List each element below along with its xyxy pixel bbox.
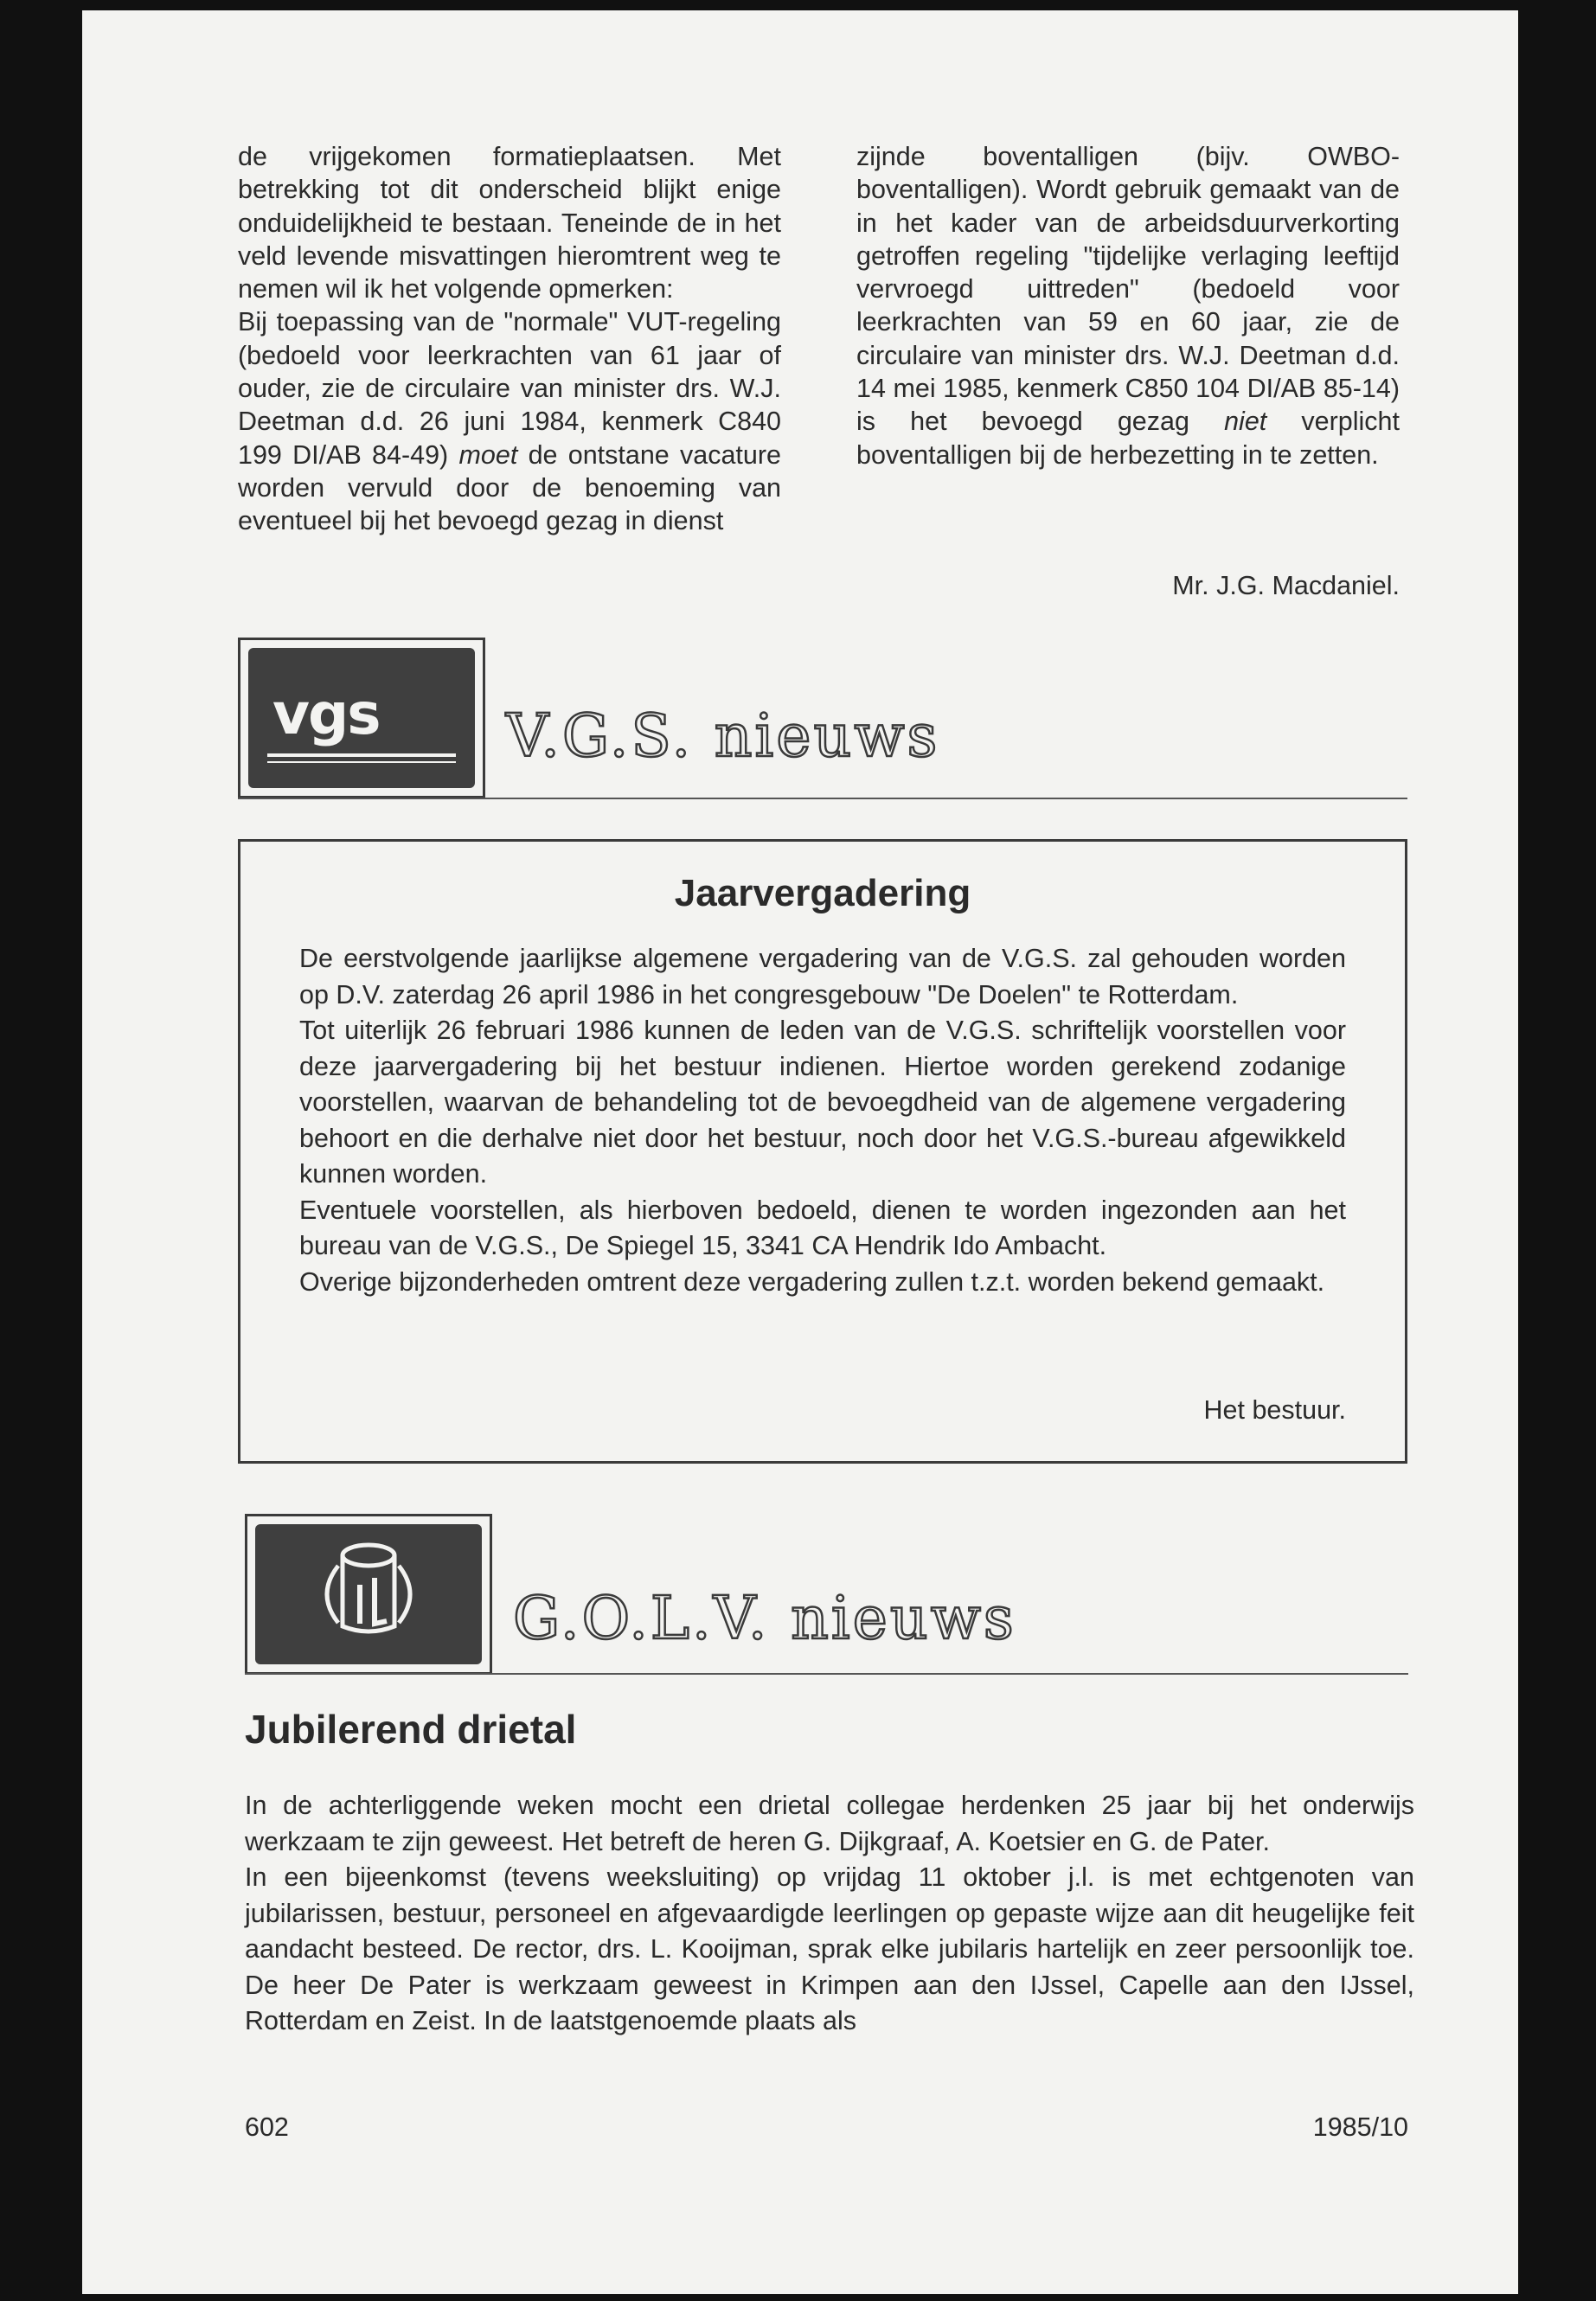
article-title: Jubilerend drietal [245, 1707, 577, 1752]
article-para-1: In de achterliggende weken mocht een drietal collegae herdenken 25 jaar bij het onderwijs werkzaam te zijn geweest. Het betreft de heren G. Dijkgraaf, A. Koetsier en G. de Pater. [245, 1791, 1414, 1856]
left-para-2-emphasis: moet [458, 439, 518, 470]
left-column [238, 140, 781, 538]
golv-news-title: G.O.L.V. nieuws [513, 1585, 1016, 1653]
section-divider [245, 1673, 1408, 1675]
vgs-logo-text: vgs [272, 681, 380, 747]
page [82, 10, 1518, 2294]
notice-title: Jaarvergadering [674, 872, 971, 914]
vgs-logo-lines-icon [248, 648, 475, 788]
left-para-2-text-b: de ontstane vacature worden vervuld door de benoeming van eventueel bij het bevoegd gezag in dienst [238, 439, 781, 536]
right-para-emphasis: niet [1224, 407, 1267, 437]
article-body [245, 1788, 1414, 2040]
left-para-2-text-a: Bij toepassing van de "normale" VUT-regeling (bedoeld voor leerkrachten van 61 jaar of ouder, zie de circulaire van minister drs. W.J. Deetman d.d. 26 juni 1984, kenmerk C840 199 DI/AB 84-49) [238, 307, 781, 470]
notice-body [299, 941, 1346, 1300]
notice-signature: Het bestuur. [1203, 1395, 1346, 1425]
notice-para-1: De eerstvolgende jaarlijkse algemene vergadering van de V.G.S. zal gehouden worden op D.V. zaterdag 26 april 1986 in het congresgebouw "De Doelen" te Rotterdam. [299, 944, 1346, 1009]
right-para-text-a: zijnde boventalligen (bijv. OWBO-boventalligen). Wordt gebruik gemaakt van de in het kader van de arbeidsduurverkorting getroffen regeling "tijdelijke verlaging leeftijd vervroegd uittreden" (bedoeld voor leerkrachten van 59 en 60 jaar, zie de circulaire van minister drs. W.J. Deetman d.d. 14 mei 1985, kenmerk C850 104 DI/AB 85-14) is het bevoegd gezag [856, 142, 1400, 437]
golv-logo [245, 1514, 492, 1675]
author-signature: Mr. J.G. Macdaniel. [1172, 571, 1400, 600]
vgs-news-title: V.G.S. nieuws [506, 702, 940, 771]
golv-emblem-icon [255, 1524, 482, 1664]
right-para [856, 140, 1400, 471]
left-para-1: de vrijgekomen formatieplaatsen. Met betrekking tot dit onderscheid blijkt enige onduidelijkheid te bestaan. Teneinde de in het veld levende misvattingen hieromtrent weg te nemen wil ik het volgende opmerken: [238, 142, 781, 304]
notice-para-2: Tot uiterlijk 26 februari 1986 kunnen de leden van de V.G.S. schriftelijk voorstellen voor deze jaarvergadering bij het bestuur indienen. Hiertoe worden gerekend zodanige voorstellen, waarvan de behandeling tot de bevoegdheid van de algemene vergadering behoort en die derhalve niet door het bestuur, noch door het V.G.S.-bureau afgewikkeld kunnen worden. [299, 1016, 1346, 1189]
right-column [856, 140, 1400, 471]
golv-logo-plate [255, 1524, 482, 1664]
section-divider [238, 798, 1407, 799]
notice-box [238, 839, 1407, 1464]
notice-para-3: Eventuele voorstellen, als hierboven bedoeld, dienen te worden ingezonden aan het bureau van de V.G.S., De Spiegel 15, 3341 CA Hendrik Ido Ambacht. [299, 1195, 1346, 1260]
page-number: 602 [245, 2112, 289, 2142]
vgs-logo-plate [248, 648, 475, 788]
issue-number: 1985/10 [1312, 2112, 1408, 2142]
article-para-2: In een bijeenkomst (tevens weeksluiting) op vrijdag 11 oktober j.l. is met echtgenoten van jubilarissen, bestuur, personeel en afgevaardigde leerlingen op gepaste wijze aan dit heugelijke feit aandacht besteed. De rector, drs. L. Kooijman, sprak elke jubilaris hartelijk en zeer persoonlijk toe. De heer De Pater is werkzaam geweest in Krimpen aan den IJssel, Capelle aan den IJssel, Rotterdam en Zeist. In de laatstgenoemde plaats als [245, 1862, 1414, 2035]
right-para-text-b: verplicht boventalligen bij de herbezetting in te zetten. [856, 407, 1400, 470]
left-para-2 [238, 305, 781, 537]
vgs-logo [238, 638, 485, 798]
notice-para-4: Overige bijzonderheden omtrent deze vergadering zullen t.z.t. worden bekend gemaakt. [299, 1266, 1325, 1297]
